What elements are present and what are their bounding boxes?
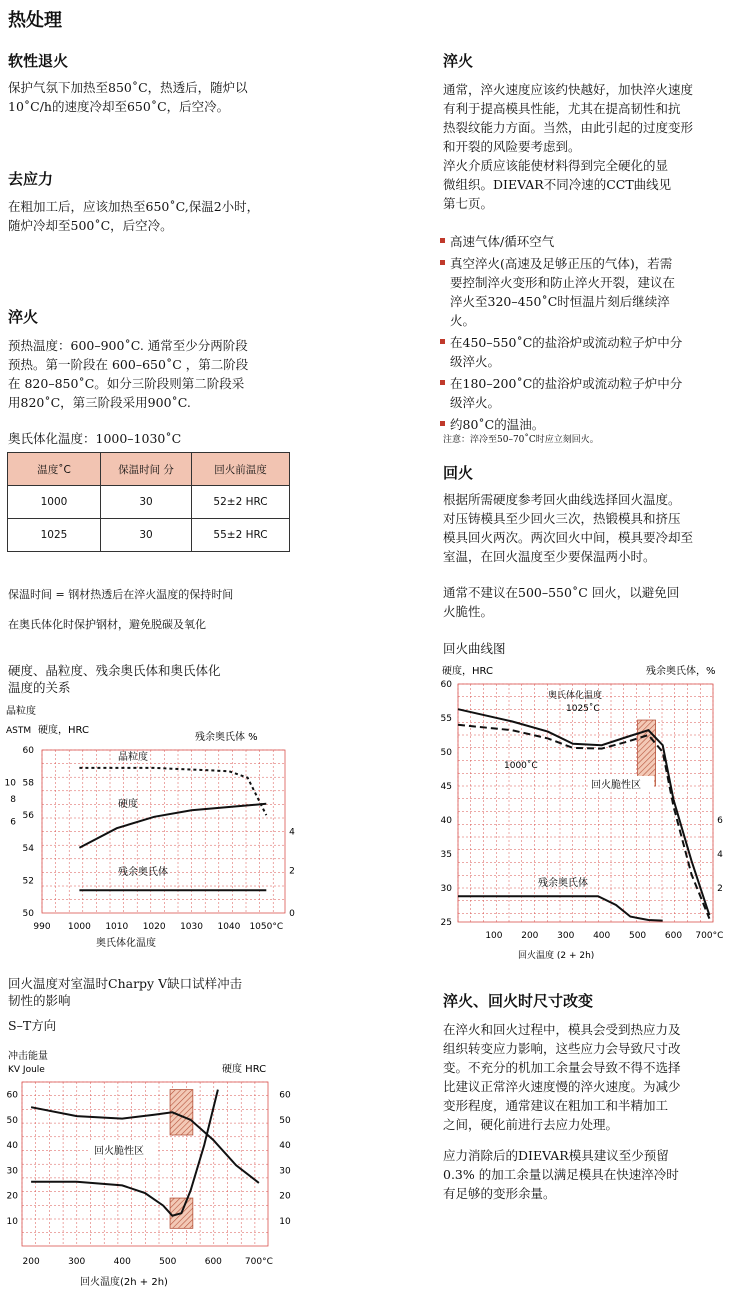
tick-label: 20 [6, 1191, 18, 1202]
chart1-curve-retained: 残余奥氏体 [118, 867, 168, 878]
chart2-curve-retained: 残余奥氏体 [538, 878, 588, 889]
chart2-retained-label: 残余奥氏体，% [646, 666, 716, 677]
chart1-hardness-label: 硬度，HRC [38, 725, 89, 736]
table-cell: 30 [101, 486, 192, 519]
tick-label: 4 [289, 827, 295, 838]
tick-label: 50 [6, 1115, 18, 1126]
chart3-grid [22, 1082, 268, 1246]
series-残余奥氏体 [458, 896, 663, 920]
tempering-text-2: 通常不建议在500–550˚C 回火，以避免回 火脆性。 [443, 585, 680, 619]
stress-relief-text: 在粗加工后，应该加热至650˚C,保温2小时， 随炉冷却至500˚C，后空冷。 [8, 199, 260, 233]
protection-note: 在奥氏体化时保护钢材，避免脱碳及氧化 [8, 618, 206, 631]
soft-anneal-heading: 软性退火 [8, 52, 69, 70]
tempering-text: 根据所需硬度参考回火曲线选择回火温度。 对压铸模具至少回火三次，热锻模具和挤压 模具回火两次。两次回火中间，模具要冷却至 室温，在回火温度至少要保温两小时。 [443, 492, 694, 564]
dimensional-text: 在淬火和回火过程中，模具会受到热应力及 组织转变应力影响，这些应力会导致尺寸改 变。不充分的机加工余量会导致不得不选择 比建议正常淬火速度慢的淬火速度。为减少 变形程度，通常建议在粗加工和半精加工 之间，硬化前进行去应力处理。 [443, 1022, 681, 1132]
tick-label: 54 [22, 843, 34, 854]
chart3-brittle-zone [170, 1090, 193, 1229]
tick-label: 600 [664, 931, 683, 941]
tick-label: 60 [6, 1090, 18, 1101]
table-cell: 30 [101, 519, 192, 552]
list-item: 真空淬火(高速及足够正压的气体)，若需 要控制淬火变形和防止淬火开裂，建议在 淬火至320–450˚C时恒温片刻后继续淬 火。 [440, 254, 740, 330]
table-row [8, 519, 290, 552]
tick-label: 35 [440, 850, 452, 860]
chart2-aust-label: 奥氏体化温度 [548, 691, 603, 701]
chart3-direction: S–T方向 [8, 1018, 57, 1033]
chart1-curve-hardness: 硬度 [118, 799, 138, 810]
chart1-ticks [5, 746, 296, 932]
chart1-curve-grain: 晶粒度 [118, 752, 148, 763]
tick-label: 50 [279, 1115, 291, 1126]
tick-label: 200 [521, 931, 539, 941]
chart1-retained-label: 残余奥氏体 % [195, 732, 258, 743]
chart3-xlabel: 回火温度(2h + 2h) [80, 1277, 168, 1288]
series-1000˚C [458, 725, 709, 919]
table-cell: 1025 [8, 519, 101, 552]
tick-label: 6 [10, 817, 16, 828]
tick-label: 25 [440, 918, 452, 928]
chart3-title: 回火温度对室温时Charpy V缺口试样冲击 韧性的影响 [8, 976, 243, 1008]
tick-label: 1020 [142, 922, 166, 932]
chart2-1025-label: 1025˚C [566, 704, 600, 714]
tempering-heading: 回火 [443, 464, 474, 482]
series-硬度 [79, 804, 266, 848]
chart2-ticks [441, 680, 724, 941]
tick-label: 200 [22, 1257, 40, 1267]
tick-label: 45 [440, 782, 452, 792]
chart2-zone-label: 回火脆性区 [591, 780, 641, 791]
tick-label: 1010 [105, 922, 129, 932]
chart3-hardness-label: 硬度 HRC [222, 1064, 267, 1075]
tick-label: 20 [279, 1191, 291, 1202]
tick-label: 30 [279, 1166, 291, 1177]
soft-anneal-text: 保护气氛下加热至850˚C，热透后，随炉以 10˚C/h的速度冷却至650˚C，后空冷。 [8, 80, 248, 114]
tick-label: 1000 [67, 922, 91, 932]
list-item: 高速气体/循环空气 [440, 232, 740, 251]
tick-label: 1030 [180, 922, 203, 932]
list-item: 在450–550˚C的盐浴炉或流动粒子炉中分 级淬火。 [440, 333, 740, 371]
tick-label: 0 [289, 909, 295, 919]
tick-label: 56 [22, 811, 34, 822]
tick-label: 700°C [695, 931, 724, 941]
tick-label: 10 [4, 778, 16, 789]
list-item: 在180–200˚C的盐浴炉或流动粒子炉中分 级淬火。 [440, 374, 740, 412]
chart1-grid [42, 750, 285, 913]
chart2-1000-label: 1000˚C [504, 761, 538, 771]
chart1-title: 硬度、晶粒度、残余奥氏体和奥氏体化 温度的关系 [8, 663, 221, 695]
dimensional-text-2: 应力消除后的DIEVAR模具建议至少预留 0.3% 的加工余量以满足模具在快速淬冷时 有足够的变形余量。 [443, 1148, 679, 1201]
quench-media-list [440, 232, 740, 437]
tick-label: 8 [10, 794, 16, 805]
tick-label: 300 [68, 1257, 86, 1267]
tick-label: 40 [279, 1141, 291, 1152]
table-header: 保温时间 分 [101, 453, 192, 486]
tick-label: 100 [485, 931, 503, 941]
tick-label: 60 [279, 1090, 291, 1101]
chart1-grain-label: 晶粒度 [6, 706, 36, 717]
tick-label: 1050°C [249, 922, 284, 932]
tick-label: 4 [717, 850, 723, 860]
chart1 [0, 700, 320, 955]
tick-label: 30 [440, 884, 452, 894]
tick-label: 1040 [217, 922, 241, 932]
hardening-table [7, 452, 290, 552]
hardening-heading: 淬火 [8, 308, 39, 326]
table-header: 温度˚C [8, 453, 101, 486]
tick-label: 400 [593, 931, 611, 941]
dimensional-heading: 淬火、回火时尺寸改变 [443, 992, 594, 1010]
hardening-text: 预热温度：600–900˚C. 通常至少分两阶段 预热。第一阶段在 600–650˚C ，第二阶段 在 820–850˚C。如分三阶段则第二阶段采 用820˚C，第三阶段采用900˚C. [8, 338, 249, 410]
tick-label: 52 [22, 876, 34, 887]
tick-label: 990 [33, 922, 51, 932]
chart3-kv-label: KV Joule [8, 1065, 45, 1075]
chart1-astm-label: ASTM [6, 726, 32, 736]
table-row [8, 486, 290, 519]
tick-label: 500 [159, 1257, 177, 1267]
chart1-xlabel: 奥氏体化温度 [96, 938, 156, 949]
chart2-hardness-label: 硬度，HRC [442, 666, 493, 677]
tick-label: 50 [22, 909, 34, 919]
tick-label: 58 [22, 778, 34, 789]
chart3-impact-label: 冲击能量 [8, 1051, 48, 1062]
chart2-xlabel: 回火温度 (2 + 2h) [518, 951, 595, 961]
tick-label: 6 [717, 816, 723, 826]
page-title: 热处理 [8, 10, 62, 31]
quenching-text: 通常，淬火速度应该约快越好，加快淬火速度 有利于提高模具性能，尤其在提高韧性和抗 热裂纹能力方面。当然，由此引起的过度变形 和开裂的风险要考虑到。 淬火介质应该能使材料得到完全硬化的显 微组织。DIEVAR不同冷速的CCT曲线见 第七页。 [443, 82, 694, 211]
tick-label: 600 [204, 1257, 222, 1267]
tick-label: 10 [6, 1216, 18, 1227]
chart2-title: 回火曲线图 [443, 641, 506, 656]
tick-label: 300 [557, 931, 575, 941]
chart3-zone-label: 回火脆性区 [94, 1146, 144, 1157]
tick-label: 40 [440, 816, 452, 826]
tick-label: 2 [289, 866, 295, 877]
holding-time-note: 保温时间 = 钢材热透后在淬火温度的保持时间 [8, 588, 234, 601]
series-晶粒度 [79, 768, 266, 815]
tick-label: 60 [440, 680, 452, 690]
table-cell: 1000 [8, 486, 101, 519]
tick-label: 500 [628, 931, 647, 941]
tick-label: 400 [113, 1257, 131, 1267]
list-item: 约80˚C的温油。 [440, 415, 740, 434]
tick-label: 60 [22, 746, 34, 756]
quenching-heading: 淬火 [443, 52, 474, 70]
tick-label: 40 [6, 1141, 18, 1152]
quench-note: 注意：淬冷至50–70˚C时应立刻回火。 [443, 435, 599, 445]
table-header: 回火前温度 [192, 453, 290, 486]
tick-label: 10 [279, 1216, 291, 1227]
chart3 [0, 1044, 320, 1292]
tick-label: 700°C [244, 1257, 273, 1267]
austenitizing-temp: 奥氏体化温度：1000–1030˚C [8, 431, 182, 446]
chart1-series [79, 768, 266, 890]
tick-label: 30 [6, 1166, 18, 1177]
stress-relief-heading: 去应力 [8, 170, 54, 188]
table-cell: 52±2 HRC [192, 486, 290, 519]
tick-label: 2 [717, 884, 723, 894]
tick-label: 50 [440, 748, 452, 758]
chart2 [430, 660, 745, 970]
table-cell: 55±2 HRC [192, 519, 290, 552]
tick-label: 55 [440, 714, 452, 724]
